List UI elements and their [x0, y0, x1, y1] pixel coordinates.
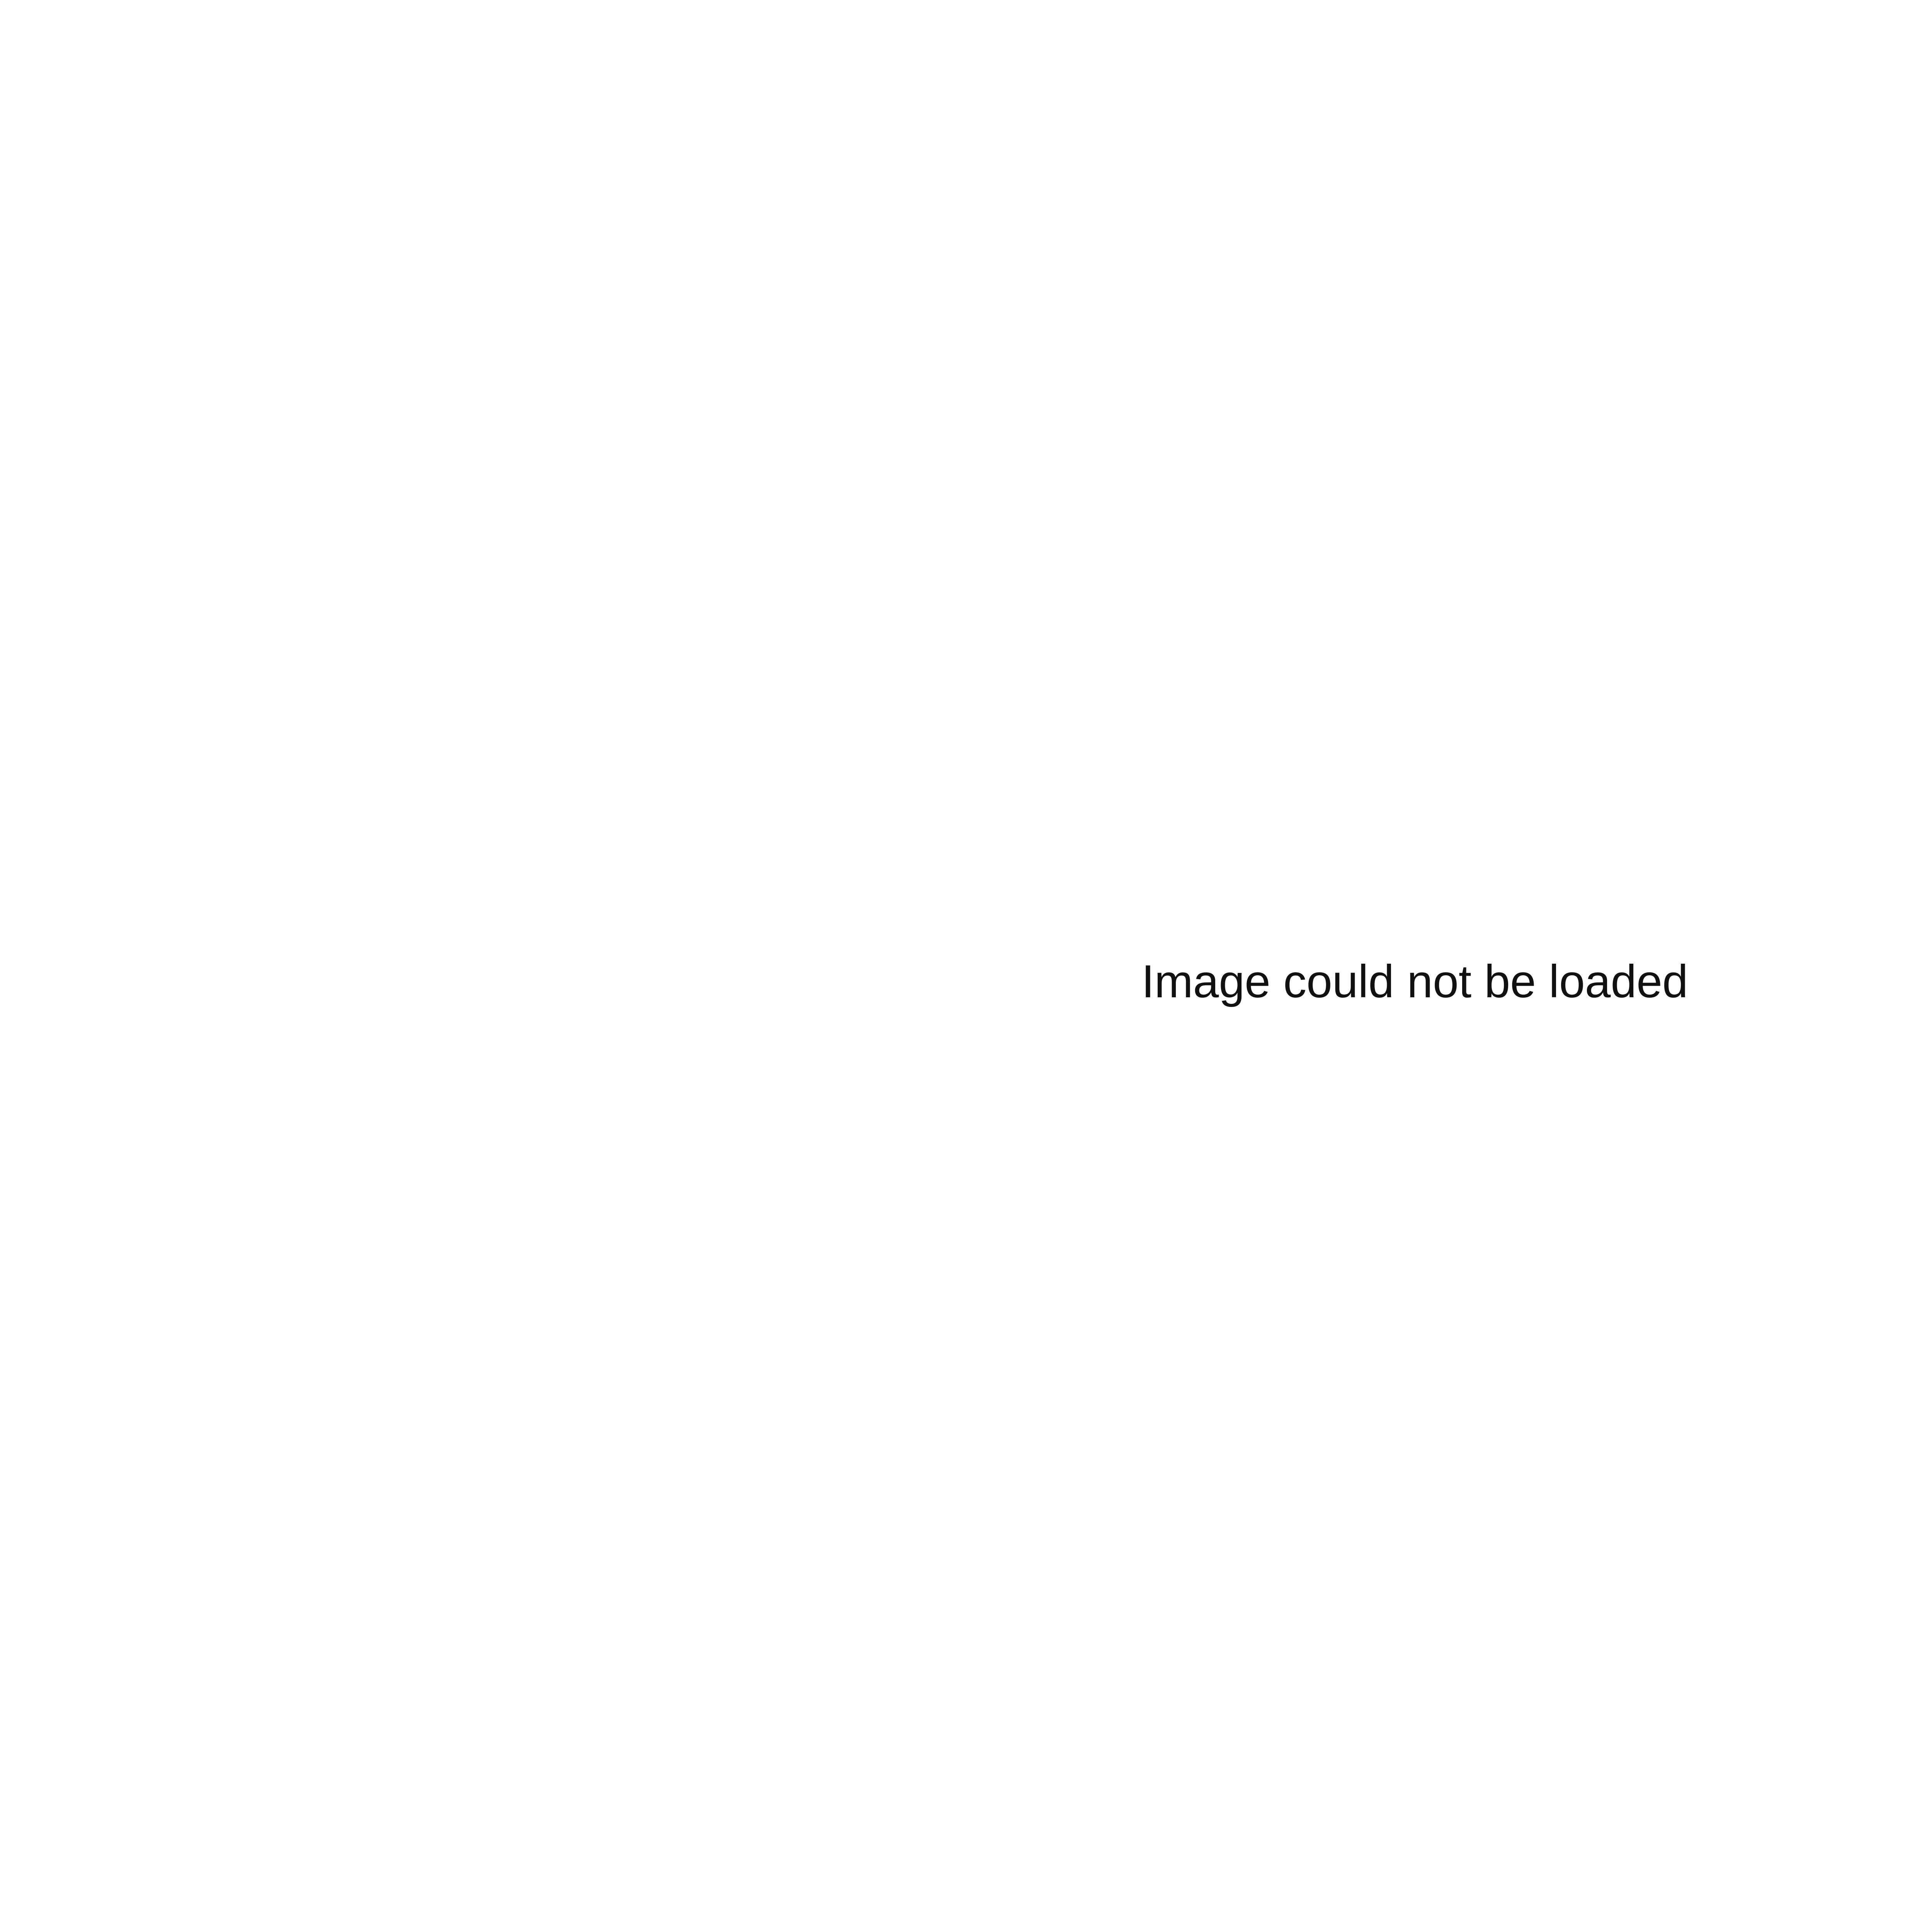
unavailable-message: Image could not be loaded — [1141, 955, 1688, 1007]
